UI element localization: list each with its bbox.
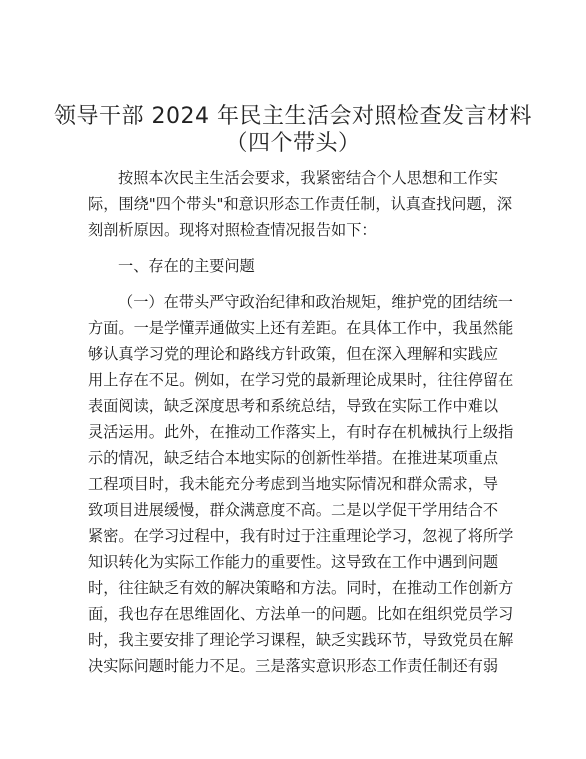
body-line: 工程项目时，我未能充分考虑到当地实际情况和群众需求，导 bbox=[88, 475, 499, 493]
body-line: 时，我主要安排了理论学习课程，缺乏实践环节，导致党员在解 bbox=[88, 631, 514, 649]
body-line: 方面。一是学懂弄通做实上还有差距。在具体工作中，我虽然能 bbox=[88, 319, 514, 337]
document-title: 领导干部 2024 年民主生活会对照检查发言材料 bbox=[54, 104, 532, 129]
body-line: 够认真学习党的理论和路线方针政策，但在深入理解和实践应 bbox=[88, 345, 499, 363]
body-line: 表面阅读，缺乏深度思考和系统总结，导致在实际工作中难以 bbox=[88, 397, 499, 415]
body-line: 面，我也存在思维固化、方法单一的问题。比如在组织党员学习 bbox=[88, 605, 514, 623]
body-line: 用上存在不足。例如，在学习党的最新理论成果时，往往停留在 bbox=[88, 371, 514, 389]
body-line: 知识转化为实际工作能力的重要性。这导致在工作中遇到问题 bbox=[88, 553, 499, 571]
document-subtitle: （四个带头） bbox=[225, 131, 361, 156]
intro-line: 际，围绕"四个带头"和意识形态工作责任制，认真查找问题，深 bbox=[88, 195, 513, 213]
body-line: 示的情况，缺乏结合本地实际的创新性举措。在推进某项重点 bbox=[88, 449, 499, 467]
body-line: 紧密。在学习过程中，我有时过于注重理论学习，忽视了将所学 bbox=[88, 527, 514, 545]
intro-line: 按照本次民主生活会要求，我紧密结合个人思想和工作实 bbox=[118, 169, 498, 187]
body-line: 灵活运用。此外，在推动工作落实上，有时存在机械执行上级指 bbox=[88, 423, 514, 441]
body-line: 决实际问题时能力不足。三是落实意识形态工作责任制还有弱 bbox=[88, 657, 499, 675]
body-line: （一）在带头严守政治纪律和政治规矩，维护党的团结统一 bbox=[118, 293, 513, 311]
body-line: 时，往往缺乏有效的解决策略和方法。同时，在推动工作创新方 bbox=[88, 579, 514, 597]
section-heading: 一、存在的主要问题 bbox=[118, 257, 255, 275]
body-line: 致项目进展缓慢，群众满意度不高。二是以学促干学用结合不 bbox=[88, 501, 499, 519]
intro-line: 刻剖析原因。现将对照检查情况报告如下： bbox=[88, 221, 377, 239]
